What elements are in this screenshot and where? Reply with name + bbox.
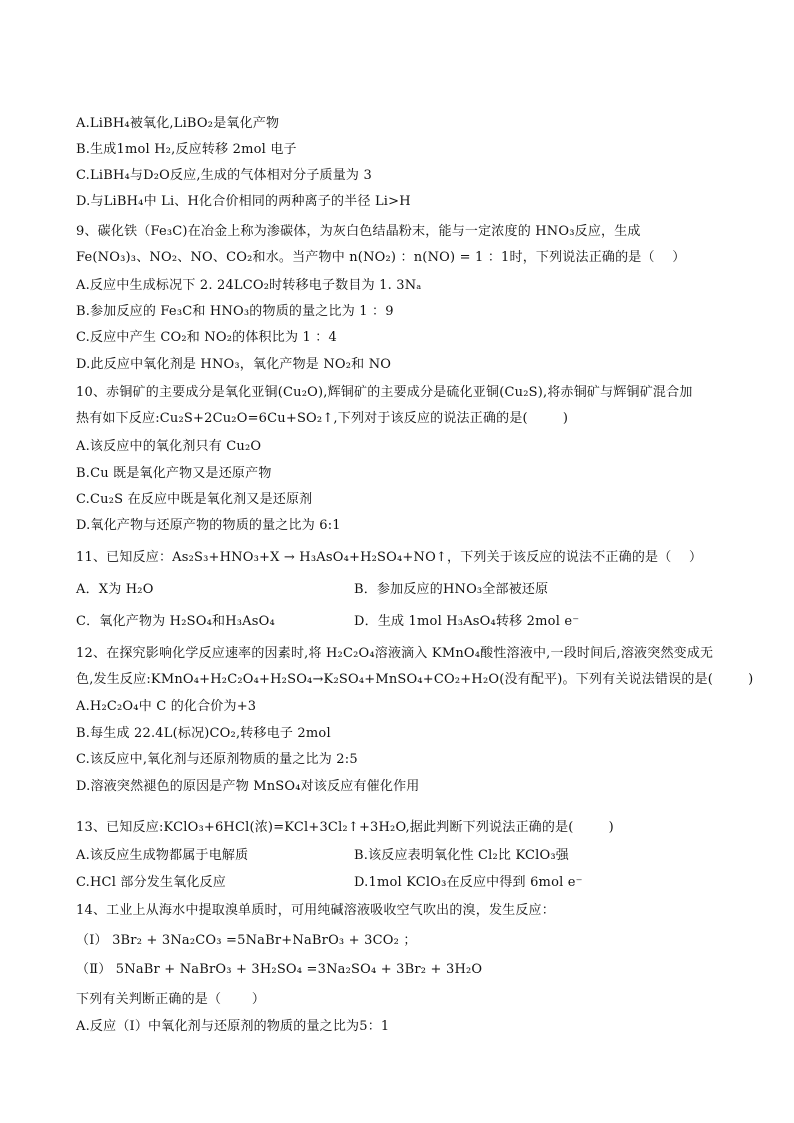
q8-option-d: D.与LiBH₄中 Li、H化合价相同的两种离子的半径 Li>H bbox=[76, 194, 411, 209]
q13-option-d: D.1mol KClO₃在反应中得到 6mol e⁻ bbox=[354, 875, 583, 890]
q12-stem-line1: 12、在探究影响化学反应速率的因素时,将 H₂C₂O₄溶液滴入 KMnO₄酸性溶液中,一段时间后,溶液突然变成无 bbox=[76, 646, 714, 661]
q14-option-a: A.反应（I）中氧化剂与还原剂的物质的量之比为5：1 bbox=[76, 1019, 390, 1034]
q9-stem-line1: 9、碳化铁（Fe₃C)在冶金上称为渗碳体，为灰白色结晶粉末，能与一定浓度的 HNO₃反应，生成 bbox=[76, 224, 641, 239]
q14-reaction-2: （Ⅱ） 5NaBr + NaBrO₃ + 3H₂SO₄ =3Na₂SO₄ + 3Br₂ + 3H₂O bbox=[76, 962, 483, 977]
q10-option-d: D.氧化产物与还原产物的物质的量之比为 6:1 bbox=[76, 518, 341, 533]
q12-option-d: D.溶液突然褪色的原因是产物 MnSO₄对该反应有催化作用 bbox=[76, 779, 420, 794]
q14-reaction-1: （I） 3Br₂ + 3Na₂CO₃ =5NaBr+NaBrO₃ + 3CO₂ ； bbox=[76, 933, 417, 948]
q13-options-cd bbox=[76, 873, 726, 893]
q11-options-cd bbox=[76, 612, 726, 632]
q13-option-b: B.该反应表明氧化性 Cl₂比 KClO₃强 bbox=[354, 848, 570, 863]
q10-option-c: C.Cu₂S 在反应中既是氧化剂又是还原剂 bbox=[76, 492, 313, 507]
q10-option-a: A.该反应中的氧化剂只有 Cu₂O bbox=[76, 439, 262, 454]
q11-option-b: B．参加反应的HNO₃全部被还原 bbox=[354, 582, 549, 597]
q8-option-a: A.LiBH₄被氧化,LiBO₂是氧化产物 bbox=[76, 116, 280, 131]
q11-option-a: A．X为 H₂O bbox=[76, 582, 154, 597]
q8-option-b: B.生成1mol H₂,反应转移 2mol 电子 bbox=[76, 142, 297, 157]
q9-option-d: D.此反应中氧化剂是 HNO₃，氧化产物是 NO₂和 NO bbox=[76, 357, 392, 372]
q13-option-a: A.该反应生成物都属于电解质 bbox=[76, 848, 249, 863]
q14-stem: 14、工业上从海水中提取溴单质时，可用纯碱溶液吸收空气吹出的溴，发生反应： bbox=[76, 903, 555, 918]
q11-option-d: D．生成 1mol H₃AsO₄转移 2mol e⁻ bbox=[354, 614, 580, 629]
q9-option-b: B.参加反应的 Fe₃C和 HNO₃的物质的量之比为 1 ：9 bbox=[76, 304, 394, 319]
q8-option-c: C.LiBH₄与D₂O反应,生成的气体相对分子质量为 3 bbox=[76, 168, 372, 183]
q9-option-a: A.反应中生成标况下 2. 24LCO₂时转移电子数目为 1. 3Nₐ bbox=[76, 278, 422, 293]
q10-stem-line2: 热有如下反应:Cu₂S+2Cu₂O=6Cu+SO₂↑,下列对于该反应的说法正确的是( ) bbox=[76, 411, 569, 426]
q12-option-b: B.每生成 22.4L(标况)CO₂,转移电子 2mol bbox=[76, 726, 331, 741]
q10-stem-line1: 10、赤铜矿的主要成分是氧化亚铜(Cu₂O),辉铜矿的主要成分是硫化亚铜(Cu₂S),将赤铜矿与辉铜矿混合加 bbox=[76, 385, 693, 400]
q13-option-c: C.HCl 部分发生氧化反应 bbox=[76, 875, 226, 890]
q9-option-c: C.反应中产生 CO₂和 NO₂的体积比为 1 ：4 bbox=[76, 330, 337, 345]
q10-option-b: B.Cu 既是氧化产物又是还原产物 bbox=[76, 466, 272, 481]
q12-option-c: C.该反应中,氧化剂与还原剂物质的量之比为 2:5 bbox=[76, 752, 358, 767]
q9-stem-line2: Fe(NO₃)₃、NO₂、NO、CO₂和水。当产物中 n(NO₂) ：n(NO) = 1 ：1时，下列说法正确的是（ ） bbox=[76, 250, 686, 265]
q12-option-a: A.H₂C₂O₄中 C 的化合价为+3 bbox=[76, 699, 257, 714]
q11-stem: 11、已知反应：As₂S₃+HNO₃+X → H₃AsO₄+H₂SO₄+NO↑，下列关于该反应的说法不正确的是（ ） bbox=[76, 550, 703, 565]
q13-stem: 13、已知反应:KClO₃+6HCl(浓)=KCl+3Cl₂↑+3H₂O,据此判断下列说法正确的是( ) bbox=[76, 820, 614, 835]
q13-options-ab bbox=[76, 846, 726, 866]
q11-options-ab bbox=[76, 580, 726, 600]
q11-option-c: C．氧化产物为 H₂SO₄和H₃AsO₄ bbox=[76, 614, 275, 629]
q14-prompt: 下列有关判断正确的是（ ） bbox=[76, 992, 266, 1007]
q12-stem-line2: 色,发生反应:KMnO₄+H₂C₂O₄+H₂SO₄→K₂SO₄+MnSO₄+CO₂+H₂O(没有配平)。下列有关说法错误的是( ) bbox=[76, 672, 754, 687]
